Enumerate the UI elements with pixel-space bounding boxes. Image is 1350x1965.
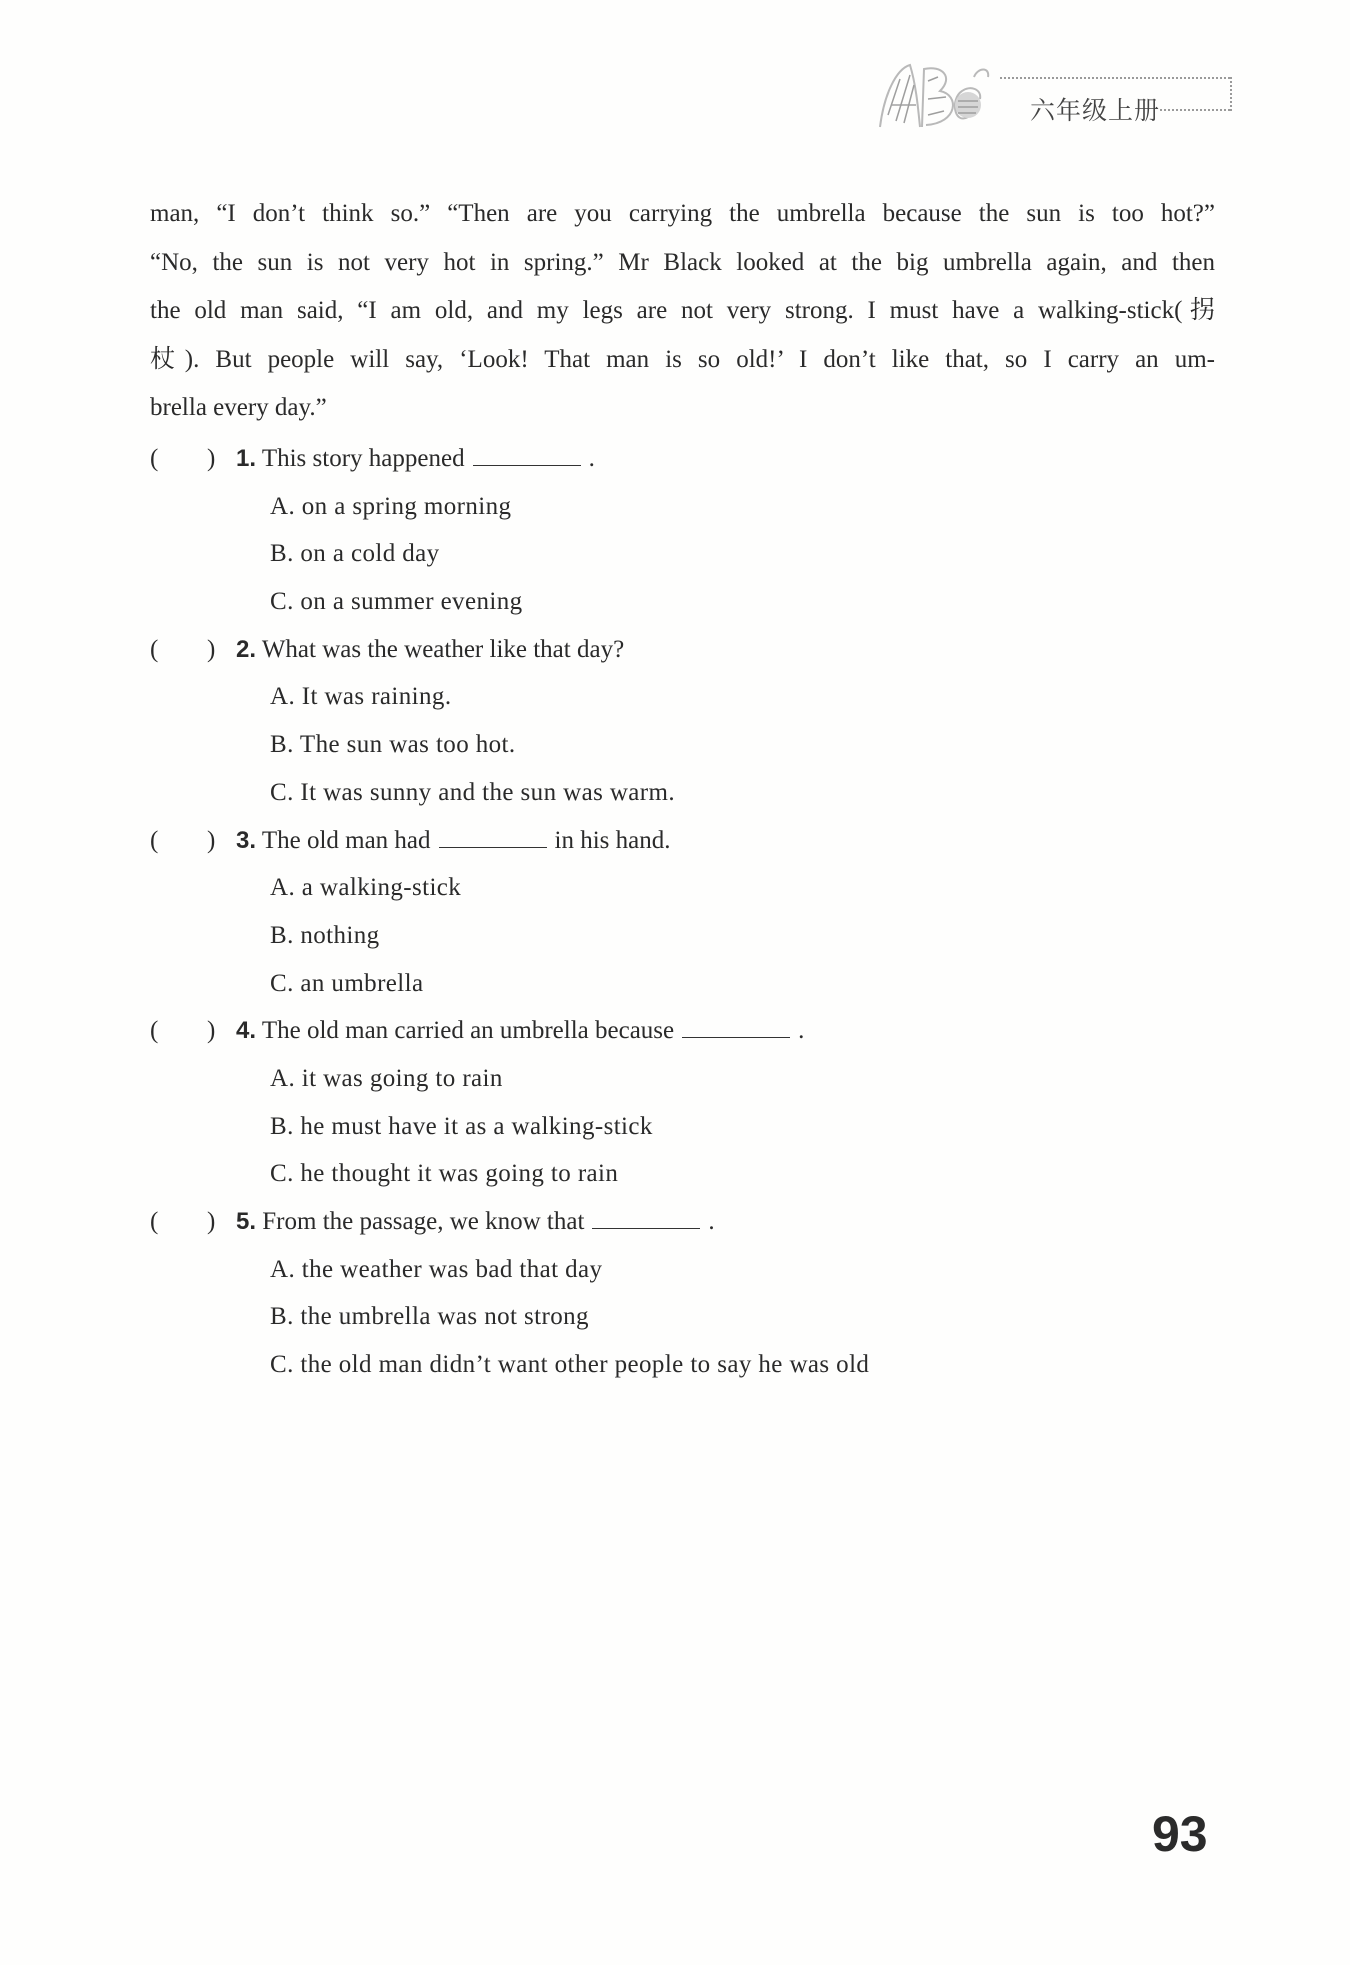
- header-dotted-line-top: [1000, 77, 1230, 79]
- grade-title: 六年级上册: [1030, 96, 1161, 125]
- option-a[interactable]: A. on a spring morning: [270, 492, 512, 520]
- paren-open: (: [150, 826, 159, 854]
- paren-close: ): [207, 445, 216, 472]
- question-stem-end: .: [708, 1208, 715, 1235]
- question-5: [150, 1198, 1215, 1246]
- page-header: [860, 55, 1240, 135]
- option-c[interactable]: C. It was sunny and the sun was warm.: [270, 778, 676, 806]
- question-text: [236, 626, 624, 674]
- question-text: [236, 1198, 715, 1246]
- paren-close: ): [207, 826, 216, 854]
- question-stem-end: in his hand.: [554, 826, 671, 854]
- paren-open: (: [150, 445, 159, 472]
- option-a[interactable]: A. it was going to rain: [270, 1064, 503, 1092]
- question-1: [150, 435, 1215, 483]
- paren-close: ): [207, 1017, 216, 1045]
- option-c[interactable]: C. he thought it was going to rain: [270, 1160, 619, 1188]
- question-stem-end: .: [588, 445, 595, 472]
- option-a[interactable]: A. a walking-stick: [270, 874, 462, 902]
- option-c[interactable]: C. an umbrella: [270, 969, 424, 997]
- option-c[interactable]: C. the old man didn’t want other people to say he was old: [270, 1351, 870, 1379]
- option-b[interactable]: B. he must have it as a walking-stick: [270, 1112, 653, 1140]
- passage-line: “No, the sun is not very hot in spring.” Mr Black looked at the big umbrella again, and then: [150, 248, 1215, 276]
- question-stem: What was the weather like that day?: [261, 635, 625, 663]
- option-b[interactable]: B. on a cold day: [270, 540, 440, 568]
- paren-open: (: [150, 635, 159, 663]
- answer-blank[interactable]: [439, 827, 547, 848]
- paren-close: ): [207, 1208, 216, 1235]
- passage-line: man, “I don’t think so.” “Then are you carrying the umbrella because the sun is too hot?”: [150, 200, 1215, 227]
- answer-blank[interactable]: [592, 1208, 700, 1229]
- question-stem: From the passage, we know that: [262, 1208, 585, 1235]
- question-4: [150, 1007, 1215, 1055]
- question-text: [236, 1007, 804, 1055]
- passage-line: the old man said, “I am old, and my legs are not very strong. I must have a walking-stick(拐: [150, 297, 1215, 324]
- passage-line: brella every day.”: [150, 394, 327, 421]
- question-stem: The old man had: [261, 826, 431, 854]
- question-3: [150, 817, 1215, 865]
- question-2: [150, 626, 1215, 674]
- question-number: 2.: [236, 635, 257, 663]
- option-a[interactable]: A. It was raining.: [270, 683, 452, 711]
- question-stem-end: .: [798, 1017, 805, 1045]
- reading-passage: [150, 190, 1215, 433]
- option-b[interactable]: B. the umbrella was not strong: [270, 1303, 589, 1331]
- question-list: [150, 435, 1215, 1389]
- paren-close: ): [207, 635, 216, 663]
- question-number: 3.: [236, 826, 257, 854]
- answer-blank[interactable]: [473, 445, 581, 466]
- question-number: 1.: [236, 445, 257, 472]
- question-text: [236, 435, 595, 483]
- option-a[interactable]: A. the weather was bad that day: [270, 1255, 603, 1283]
- answer-blank[interactable]: [682, 1017, 790, 1038]
- question-stem: This story happened: [261, 445, 465, 472]
- header-dotted-line-right: [1230, 77, 1232, 111]
- paren-open: (: [150, 1208, 159, 1235]
- question-text: [236, 817, 671, 865]
- page-number: 93: [1152, 1806, 1208, 1862]
- book-logo-icon: [870, 55, 1000, 135]
- header-dotted-line-bottom: [1160, 109, 1230, 111]
- passage-line: 杖). But people will say, ‘Look! That man is so old!’ I don’t like that, so I carry an um-: [150, 345, 1215, 373]
- question-number: 5.: [236, 1208, 257, 1235]
- option-b[interactable]: B. The sun was too hot.: [270, 731, 516, 759]
- option-b[interactable]: B. nothing: [270, 921, 380, 949]
- question-stem: The old man carried an umbrella because: [261, 1017, 675, 1045]
- option-c[interactable]: C. on a summer evening: [270, 588, 523, 616]
- question-number: 4.: [236, 1017, 257, 1045]
- paren-open: (: [150, 1017, 159, 1045]
